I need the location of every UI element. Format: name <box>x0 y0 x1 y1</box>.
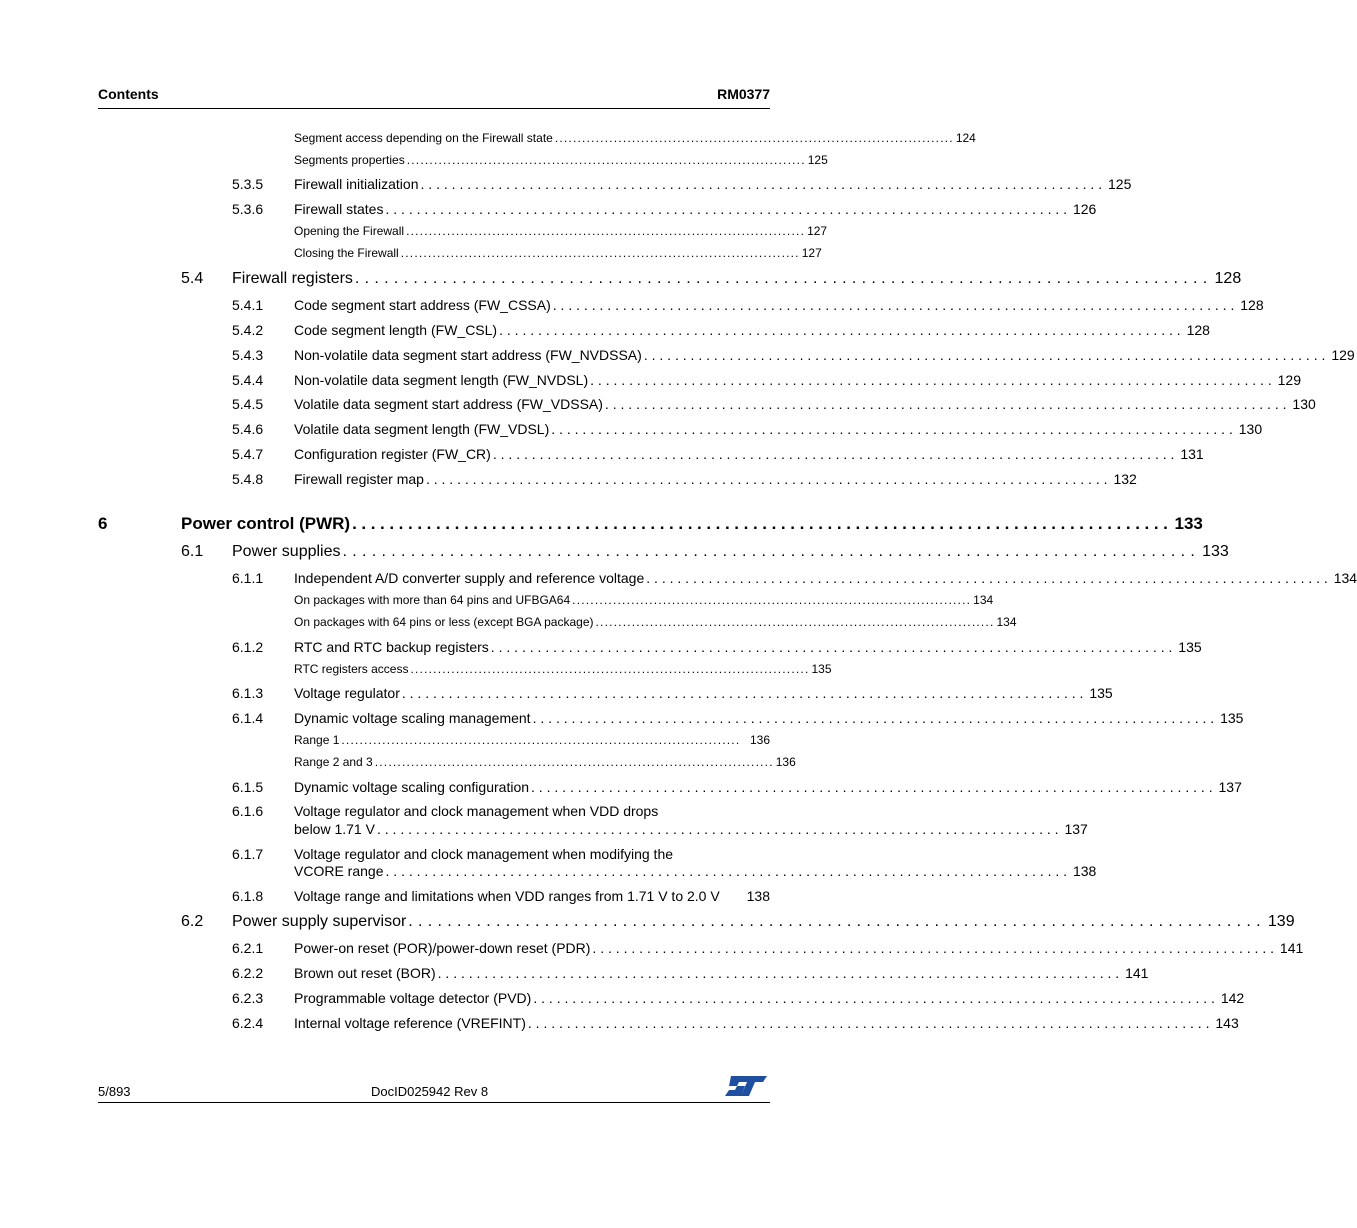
header-section-title: Contents <box>98 86 159 102</box>
page-number: 5/893 <box>98 1084 131 1099</box>
st-logo-icon <box>723 1074 767 1098</box>
header-doc-code: RM0377 <box>717 86 770 102</box>
page-header <box>98 86 770 109</box>
document-id: DocID025942 Rev 8 <box>371 1084 489 1099</box>
page-footer <box>98 1082 770 1103</box>
